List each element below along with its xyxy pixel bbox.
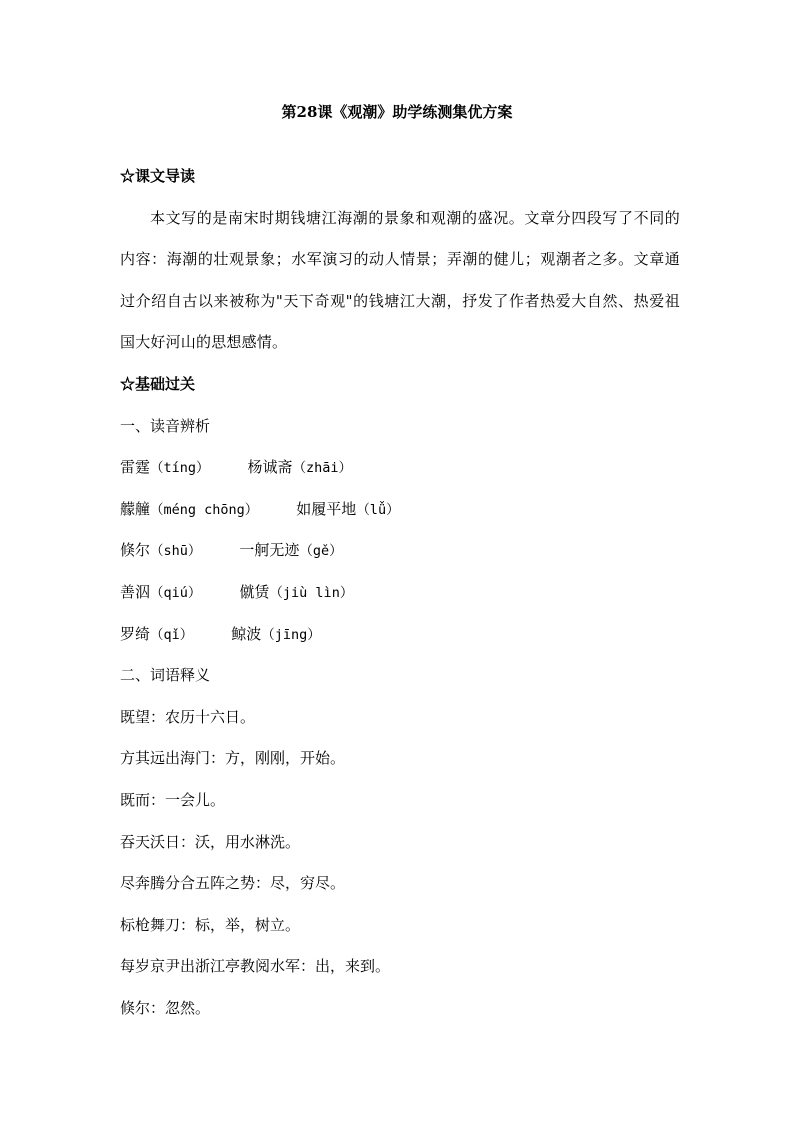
vocab-item: 尽奔腾分合五阵之势：尽，穷尽。 (120, 874, 346, 893)
pronunciation-row (120, 489, 680, 531)
pronunciation-pinyin: （jiù lìn） (269, 584, 354, 601)
vocab-item: 吞天沃日：沃，用水淋洗。 (120, 832, 301, 851)
pronunciation-word: 一舸无迹 (239, 541, 300, 560)
vocab-item: 方其远出海门：方，刚刚，开始。 (120, 749, 346, 768)
pronunciation-pinyin: （lǚ） (356, 501, 400, 518)
pronunciation-row (120, 614, 680, 656)
pronunciation-word: 善泅 (120, 582, 151, 601)
pronunciation-word: 僦赁 (239, 582, 270, 601)
pronunciation-row (120, 530, 680, 572)
pronunciation-word: 杨诚斋 (247, 458, 293, 477)
pronunciation-word: 罗绮 (120, 624, 151, 643)
vocab-item: 倏尔：忽然。 (120, 998, 211, 1017)
document-title: 第28课《观潮》助学练测集优方案 (281, 103, 513, 121)
pronunciation-pinyin: （tíng） (150, 460, 210, 477)
pronunciation-word: 雷霆 (120, 458, 151, 477)
document-body (120, 156, 680, 1029)
pronunciation-pinyin: （méng chōng） (150, 501, 259, 518)
pronunciation-pinyin: （jīng） (261, 626, 321, 643)
pronunciation-word: 鲸波 (231, 624, 262, 643)
pronunciation-row (120, 447, 680, 489)
vocab-item: 既望：农历十六日。 (120, 707, 256, 726)
vocab-item: 每岁京尹出浙江亭教阅水军：出，来到。 (120, 957, 391, 976)
vocab-item: 标枪舞刀：标，举，树立。 (120, 915, 301, 934)
pronunciation-pinyin: （zhāi） (292, 460, 353, 477)
pronunciation-word: 艨艟 (120, 499, 151, 518)
pronunciation-row (120, 572, 680, 614)
pronunciation-pinyin: （qǐ） (150, 626, 194, 643)
subheading-pronunciation: 一、读音辨析 (120, 416, 211, 435)
pronunciation-pinyin: （gě） (299, 543, 343, 560)
pronunciation-word: 倏尔 (120, 541, 151, 560)
pronunciation-pinyin: （shū） (150, 543, 202, 560)
section-heading-reading-guide: ☆课文导读 (120, 167, 196, 185)
vocab-item: 既而：一会儿。 (120, 790, 226, 809)
subheading-vocabulary: 二、词语释义 (120, 666, 211, 685)
intro-paragraph: 本文写的是南宋时期钱塘江海潮的景象和观潮的盛况。文章分四段写了不同的内容：海潮的壮观景象；水军演习的动人情景；弄潮的健儿；观潮者之多。文章通过介绍自古以来被称为"天下奇观"的钱塘江大潮，抒发了作者热爱大自然、热爱祖国大好河山的思想感情。 (120, 208, 680, 352)
pronunciation-pinyin: （qiú） (150, 584, 202, 601)
section-heading-basics: ☆基础过关 (120, 374, 196, 393)
pronunciation-word: 如履平地 (296, 499, 357, 518)
